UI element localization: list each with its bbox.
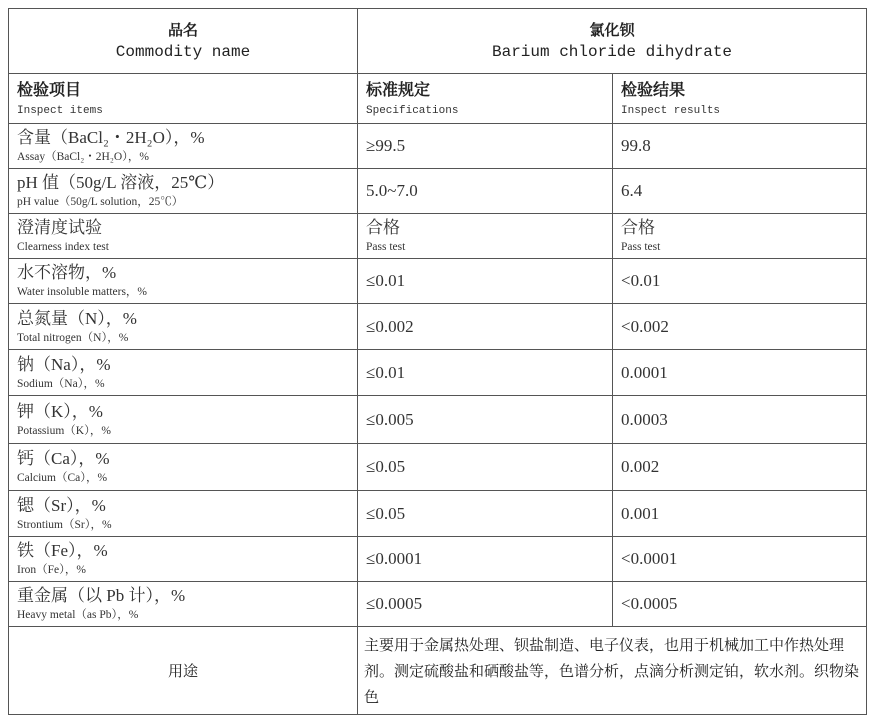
specification-value: ≤0.002 (366, 316, 414, 336)
product-en: Barium chloride dihydrate (491, 43, 733, 61)
product-zh: 氯化钡 (589, 21, 635, 39)
inspect-item-en: Heavy metal（as Pb），% (17, 609, 139, 621)
col-zh: 检验项目 (17, 79, 82, 99)
result (613, 214, 867, 259)
header-row (9, 9, 867, 74)
inspect-item-en: Strontium（Sr），% (17, 518, 112, 531)
inspect-item-value: 重金属（以 Pb 计），% (17, 586, 186, 605)
column-header-row (9, 74, 867, 124)
specification-value: ≤0.005 (366, 409, 414, 429)
col-results (613, 74, 867, 124)
name-en: Commodity name (115, 43, 251, 61)
result (613, 124, 867, 169)
table-row (9, 124, 867, 169)
usage-text: 主要用于金属热处理、钡盐制造、电子仪表，也用于机械加工中作热处理剂。测定硫酸盐和硒酸盐等，色谱分析，点滴分析测定铂，软水剂。织物染色 (358, 627, 867, 715)
spec-sheet (8, 8, 866, 715)
table-row (9, 537, 867, 582)
specification (358, 582, 613, 627)
inspect-item-en: Total nitrogen（N），% (17, 331, 129, 344)
specification-value: 合格 (366, 218, 400, 237)
inspect-item-value: 澄清度试验 (17, 218, 102, 237)
result-value: 6.4 (621, 181, 643, 200)
inspect-item (9, 491, 358, 537)
inspect-item-en: Water insoluble matters，% (17, 286, 148, 298)
usage-label: 用途 (9, 627, 358, 715)
specification (358, 491, 613, 537)
name-zh: 品名 (167, 21, 198, 39)
table-row (9, 396, 867, 444)
result (613, 259, 867, 304)
specification (358, 169, 613, 214)
spec-table (8, 8, 867, 715)
inspect-item-en: Assay（BaCl₂・2H₂O），% (17, 151, 149, 163)
result-value: 99.8 (621, 136, 651, 155)
inspect-item-en: Calcium（Ca），% (17, 472, 108, 484)
usage-row (9, 627, 867, 715)
specification (358, 259, 613, 304)
table-row (9, 259, 867, 304)
result (613, 350, 867, 396)
inspect-item (9, 537, 358, 582)
specification-value: ≤0.05 (366, 503, 406, 523)
result (613, 582, 867, 627)
result-value: <0.002 (621, 316, 669, 336)
inspect-item (9, 396, 358, 444)
inspect-item-value: 水不溶物，% (17, 263, 117, 282)
specification (358, 396, 613, 444)
result-value: 0.0003 (621, 409, 668, 429)
table-row (9, 304, 867, 350)
inspect-item-value: 含量（BaCl₂・2H₂O），% (17, 128, 205, 147)
inspect-item-en: Potassium（K），% (17, 424, 111, 437)
table-row (9, 582, 867, 627)
specification-value: ≤0.0005 (366, 594, 423, 613)
table-row (9, 491, 867, 537)
inspect-item-value: pH 值（50g/L 溶液，25℃） (17, 173, 225, 192)
inspect-item-value: 总氮量（N），% (17, 308, 137, 328)
inspect-item-en: Sodium（Na），% (17, 377, 105, 390)
inspect-item-en: pH value（50g/L solution，25℃） (17, 196, 184, 208)
specification (358, 214, 613, 259)
result-value: 0.0001 (621, 362, 668, 382)
result-value: 0.002 (621, 457, 660, 476)
result-en: Pass test (621, 241, 661, 253)
col-specifications (358, 74, 613, 124)
specification-value: ≤0.05 (366, 457, 406, 476)
specification-value: ≥99.5 (366, 136, 406, 155)
product-name (358, 9, 867, 74)
inspect-item-value: 铁（Fe），% (17, 541, 108, 560)
col-zh: 检验结果 (621, 79, 686, 99)
col-inspect-items (9, 74, 358, 124)
specification-value: ≤0.01 (366, 362, 406, 382)
commodity-name-label (9, 9, 358, 74)
table-row (9, 444, 867, 491)
result-value: 合格 (621, 218, 655, 237)
table-row (9, 214, 867, 259)
inspect-item-en: Iron（Fe），% (17, 564, 86, 576)
inspect-item (9, 582, 358, 627)
col-en: Specifications (366, 104, 459, 117)
result (613, 537, 867, 582)
result-value: <0.0005 (621, 594, 678, 613)
result-value: 0.001 (621, 503, 660, 523)
specification (358, 444, 613, 491)
result-value: <0.01 (621, 271, 661, 290)
specification-value: 5.0~7.0 (366, 181, 418, 200)
inspect-item (9, 169, 358, 214)
specification (358, 304, 613, 350)
inspect-item-value: 钙（Ca），% (17, 449, 110, 468)
result (613, 491, 867, 537)
specification (358, 537, 613, 582)
inspect-item (9, 124, 358, 169)
inspect-item-value: 钾（K），% (17, 401, 103, 421)
specification-value: ≤0.0001 (366, 549, 423, 568)
inspect-item-value: 钠（Na），% (17, 354, 111, 374)
inspect-item-en: Clearness index test (17, 241, 109, 253)
result (613, 169, 867, 214)
result (613, 396, 867, 444)
inspect-item (9, 350, 358, 396)
col-en: Inspect items (17, 104, 103, 117)
specification-value: ≤0.01 (366, 271, 406, 290)
inspect-item (9, 259, 358, 304)
col-en: Inspect results (621, 104, 721, 117)
specification (358, 350, 613, 396)
result-value: <0.0001 (621, 549, 678, 568)
specification-en: Pass test (366, 241, 406, 253)
inspect-item-value: 锶（Sr），% (17, 495, 106, 515)
specification (358, 124, 613, 169)
result (613, 444, 867, 491)
col-zh: 标准规定 (366, 79, 431, 99)
inspect-item (9, 304, 358, 350)
table-row (9, 169, 867, 214)
result (613, 304, 867, 350)
inspect-item (9, 214, 358, 259)
inspect-item (9, 444, 358, 491)
table-row (9, 350, 867, 396)
